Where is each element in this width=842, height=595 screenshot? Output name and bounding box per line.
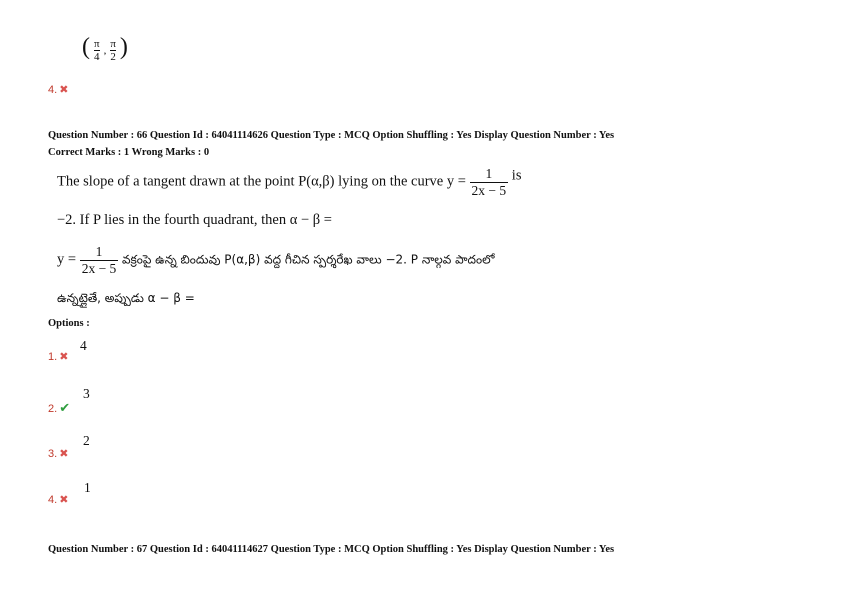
question-english-line2: −2. If P lies in the fourth quadrant, then α − β = <box>57 212 332 228</box>
cross-icon: ✖ <box>59 350 69 363</box>
option-3-value: 2 <box>83 433 90 448</box>
cross-icon: ✖ <box>59 493 69 506</box>
option-1-value: 4 <box>80 338 87 353</box>
option-4-label: 4. ✖ <box>48 493 69 506</box>
option-2-value: 3 <box>83 386 90 401</box>
question-english-line1: The slope of a tangent drawn at the point P(α,β) lying on the curve y = $\frac{1}{2x - 5}$ is <box>57 166 522 198</box>
fraction: $\frac{1}{2x - 5}$ <box>81 244 117 276</box>
previous-option-label: 4. ✖ <box>48 83 69 96</box>
check-icon: ✔ <box>59 401 71 416</box>
option-3-label: 3. ✖ <box>48 447 69 460</box>
fraction: $\frac{\pi}{2}$ <box>110 37 116 63</box>
question-telugu-line2: ఉన్నట్లైతే, అప్పుడు α − β = <box>57 291 195 305</box>
question-meta: Question Number : 66 Question Id : 64041114626 Question Type : MCQ Option Shuffling : Yes Display Question Number : Yes <box>48 130 615 141</box>
marks-meta: Correct Marks : 1 Wrong Marks : 0 <box>48 147 210 158</box>
options-label: Options : <box>48 318 90 329</box>
question-telugu-line1: y = $\frac{1}{2x - 5}$ వక్రంపై ఉన్న బిందువు P(α,β) వద్ద గీచిన స్పర్శరేఖ వాలు −2. P నాల్గవ పాదంలో <box>57 244 495 276</box>
fraction: $\frac{1}{2x - 5}$ <box>471 166 507 198</box>
fraction: $\frac{\pi}{4}$ <box>94 37 100 63</box>
cross-icon: ✖ <box>59 447 69 460</box>
option-1-label: 1. ✖ <box>48 350 69 363</box>
previous-option-value: ( $\frac{\pi}{4}$ , $\frac{\pi}{2}$ ) <box>82 34 128 63</box>
next-question-meta: Question Number : 67 Question Id : 64041114627 Question Type : MCQ Option Shuffling : Yes Display Question Number : Yes <box>48 544 615 555</box>
option-4-value: 1 <box>84 480 91 495</box>
option-2-label: 2. ✔ <box>48 401 71 416</box>
cross-icon: ✖ <box>59 83 69 96</box>
